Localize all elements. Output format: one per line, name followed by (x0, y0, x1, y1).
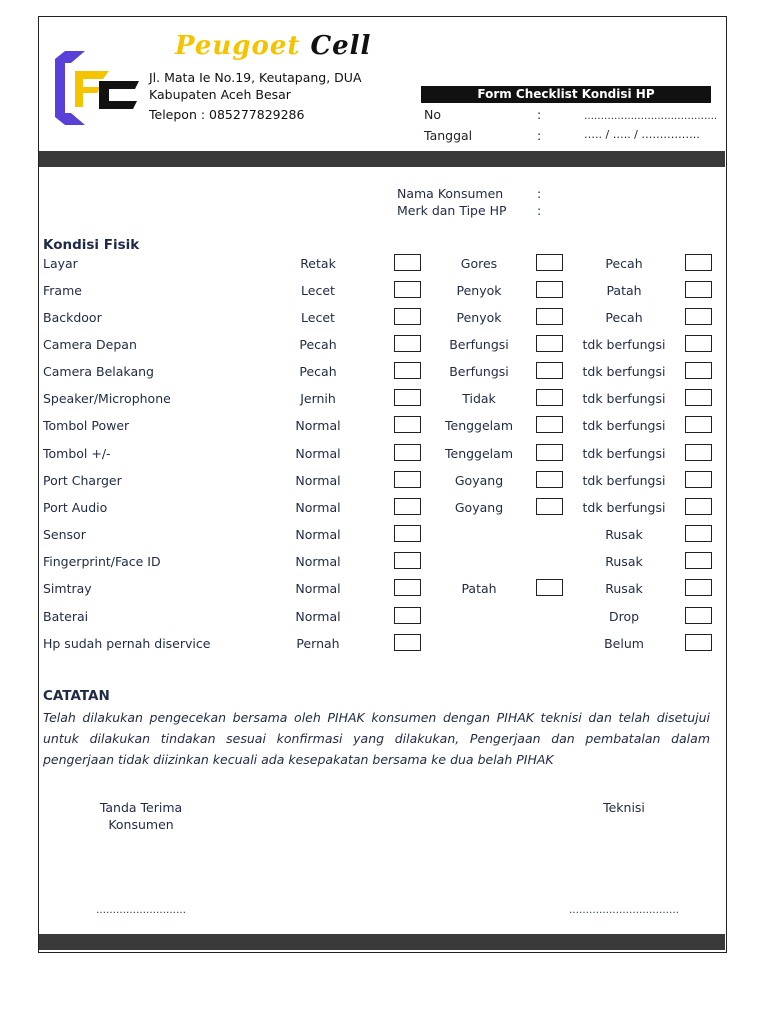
option-1-checkbox[interactable] (394, 362, 421, 379)
option-1-checkbox[interactable] (394, 281, 421, 298)
option-3-checkbox[interactable] (685, 634, 712, 651)
row-label: Sensor (43, 527, 86, 542)
row-label: Camera Belakang (43, 364, 154, 379)
option-1-label: Lecet (301, 310, 335, 325)
brand-name-part2: Cell (310, 31, 372, 61)
brand-logo-icon (51, 47, 141, 131)
row-label: Tombol +/- (43, 446, 111, 461)
option-1-label: Lecet (301, 283, 335, 298)
option-3-label: Pecah (605, 310, 643, 325)
option-2-checkbox[interactable] (536, 579, 563, 596)
option-3-label: tdk berfungsi (582, 364, 666, 379)
option-3-label: tdk berfungsi (582, 418, 666, 433)
option-1-checkbox[interactable] (394, 416, 421, 433)
option-1-checkbox[interactable] (394, 335, 421, 352)
option-2-label: Goyang (454, 473, 504, 488)
section-title-physical: Kondisi Fisik (43, 237, 140, 253)
row-label: Frame (43, 283, 82, 298)
option-1-checkbox[interactable] (394, 579, 421, 596)
date-colon: : (537, 128, 542, 143)
option-2-label: Berfungsi (449, 364, 509, 379)
option-3-label: Drop (608, 609, 640, 624)
option-1-checkbox[interactable] (394, 389, 421, 406)
option-3-checkbox[interactable] (685, 579, 712, 596)
option-3-checkbox[interactable] (685, 281, 712, 298)
row-label: Hp sudah pernah diservice (43, 636, 211, 651)
option-2-label: Tenggelam (445, 446, 513, 461)
option-3-checkbox[interactable] (685, 607, 712, 624)
address-line-1: Jl. Mata Ie No.19, Keutapang, DUA (149, 70, 362, 85)
row-label: Baterai (43, 609, 89, 624)
option-3-checkbox[interactable] (685, 308, 712, 325)
option-2-label: Patah (461, 581, 497, 596)
row-label: Port Audio (43, 500, 108, 515)
option-3-checkbox[interactable] (685, 525, 712, 542)
option-3-checkbox[interactable] (685, 362, 712, 379)
phone-number: Telepon : 085277829286 (149, 107, 305, 122)
option-3-label: tdk berfungsi (582, 337, 666, 352)
option-3-label: tdk berfungsi (582, 500, 666, 515)
option-2-label: Tenggelam (445, 418, 513, 433)
option-3-label: tdk berfungsi (582, 446, 666, 461)
option-1-checkbox[interactable] (394, 634, 421, 651)
option-3-label: Patah (606, 283, 642, 298)
option-3-checkbox[interactable] (685, 254, 712, 271)
option-1-label: Normal (295, 418, 341, 433)
footer-divider-bar (39, 934, 725, 950)
option-3-label: Rusak (605, 581, 643, 596)
option-1-label: Pernah (296, 636, 340, 651)
option-3-checkbox[interactable] (685, 444, 712, 461)
option-1-label: Normal (295, 473, 341, 488)
option-2-checkbox[interactable] (536, 335, 563, 352)
header-divider-bar (39, 151, 725, 167)
customer-name-colon: : (537, 186, 542, 201)
row-label: Tombol Power (43, 418, 130, 433)
option-3-label: Pecah (605, 256, 643, 271)
brand-name (175, 31, 371, 61)
checklist-form (38, 16, 727, 953)
option-2-checkbox[interactable] (536, 308, 563, 325)
option-2-checkbox[interactable] (536, 498, 563, 515)
row-label: Layar (43, 256, 78, 271)
option-3-label: tdk berfungsi (582, 391, 666, 406)
option-1-checkbox[interactable] (394, 254, 421, 271)
no-label: No (424, 107, 441, 122)
option-3-checkbox[interactable] (685, 416, 712, 433)
notes-title: CATATAN (43, 688, 110, 704)
row-label: Backdoor (43, 310, 102, 325)
option-3-checkbox[interactable] (685, 471, 712, 488)
option-1-checkbox[interactable] (394, 444, 421, 461)
form-title: Form Checklist Kondisi HP (421, 86, 711, 103)
option-1-checkbox[interactable] (394, 471, 421, 488)
option-1-label: Pecah (299, 364, 337, 379)
option-1-label: Normal (295, 609, 341, 624)
option-2-label: Penyok (456, 283, 502, 298)
technician-signature-label: Teknisi (603, 800, 645, 815)
option-2-checkbox[interactable] (536, 254, 563, 271)
option-3-label: tdk berfungsi (582, 473, 666, 488)
customer-signature-line[interactable]: ……………………… (96, 905, 186, 916)
option-1-checkbox[interactable] (394, 308, 421, 325)
option-2-label: Goyang (454, 500, 504, 515)
option-1-label: Normal (295, 446, 341, 461)
row-label: Camera Depan (43, 337, 137, 352)
date-label: Tanggal (424, 128, 473, 143)
option-1-label: Normal (295, 527, 341, 542)
row-label: Fingerprint/Face ID (43, 554, 161, 569)
option-1-checkbox[interactable] (394, 552, 421, 569)
option-2-label: Gores (460, 256, 498, 271)
option-3-checkbox[interactable] (685, 552, 712, 569)
no-colon: : (537, 107, 542, 122)
option-2-label: Penyok (456, 310, 502, 325)
option-2-checkbox[interactable] (536, 281, 563, 298)
option-2-checkbox[interactable] (536, 471, 563, 488)
option-1-checkbox[interactable] (394, 607, 421, 624)
phone-model-colon: : (537, 203, 542, 218)
option-1-checkbox[interactable] (394, 525, 421, 542)
customer-signature-label-2: Konsumen (108, 817, 174, 832)
option-1-checkbox[interactable] (394, 498, 421, 515)
option-1-label: Normal (295, 581, 341, 596)
technician-signature-line[interactable]: …………………………… (569, 905, 679, 916)
option-3-checkbox[interactable] (685, 335, 712, 352)
customer-signature-label-1: Tanda Terima (99, 800, 183, 815)
option-3-label: Belum (604, 636, 644, 651)
date-value[interactable]: ….. / ….. / ……………. (584, 128, 700, 141)
option-3-label: Rusak (605, 554, 643, 569)
option-1-label: Retak (300, 256, 336, 271)
option-2-checkbox[interactable] (536, 362, 563, 379)
option-2-checkbox[interactable] (536, 416, 563, 433)
option-1-label: Normal (295, 500, 341, 515)
option-1-label: Jernih (300, 391, 336, 406)
option-3-checkbox[interactable] (685, 389, 712, 406)
option-2-label: Berfungsi (449, 337, 509, 352)
option-2-label: Tidak (462, 391, 496, 406)
customer-name-label: Nama Konsumen (397, 186, 504, 201)
option-1-label: Normal (295, 554, 341, 569)
row-label: Simtray (43, 581, 92, 596)
option-2-checkbox[interactable] (536, 389, 563, 406)
option-3-label: Rusak (605, 527, 643, 542)
option-3-checkbox[interactable] (685, 498, 712, 515)
option-1-label: Pecah (299, 337, 337, 352)
row-label: Speaker/Microphone (43, 391, 171, 406)
no-value[interactable]: …………………………………. (584, 111, 718, 122)
option-2-checkbox[interactable] (536, 444, 563, 461)
notes-text: Telah dilakukan pengecekan bersama oleh PIHAK konsumen dengan PIHAK teknisi dan telah disetujui untuk dilakukan tindakan sesuai konfirmasi yang dilakukan, Pengerjaan dan pembatalan dalam pengerjaan tidak diizinkan kecuali ada kesepakatan bersama ke dua belah PIHAK (43, 710, 710, 767)
row-label: Port Charger (43, 473, 122, 488)
phone-model-label: Merk dan Tipe HP (397, 203, 507, 218)
brand-name-part1: Peugoet (175, 31, 301, 61)
address-line-2: Kabupaten Aceh Besar (149, 87, 291, 102)
